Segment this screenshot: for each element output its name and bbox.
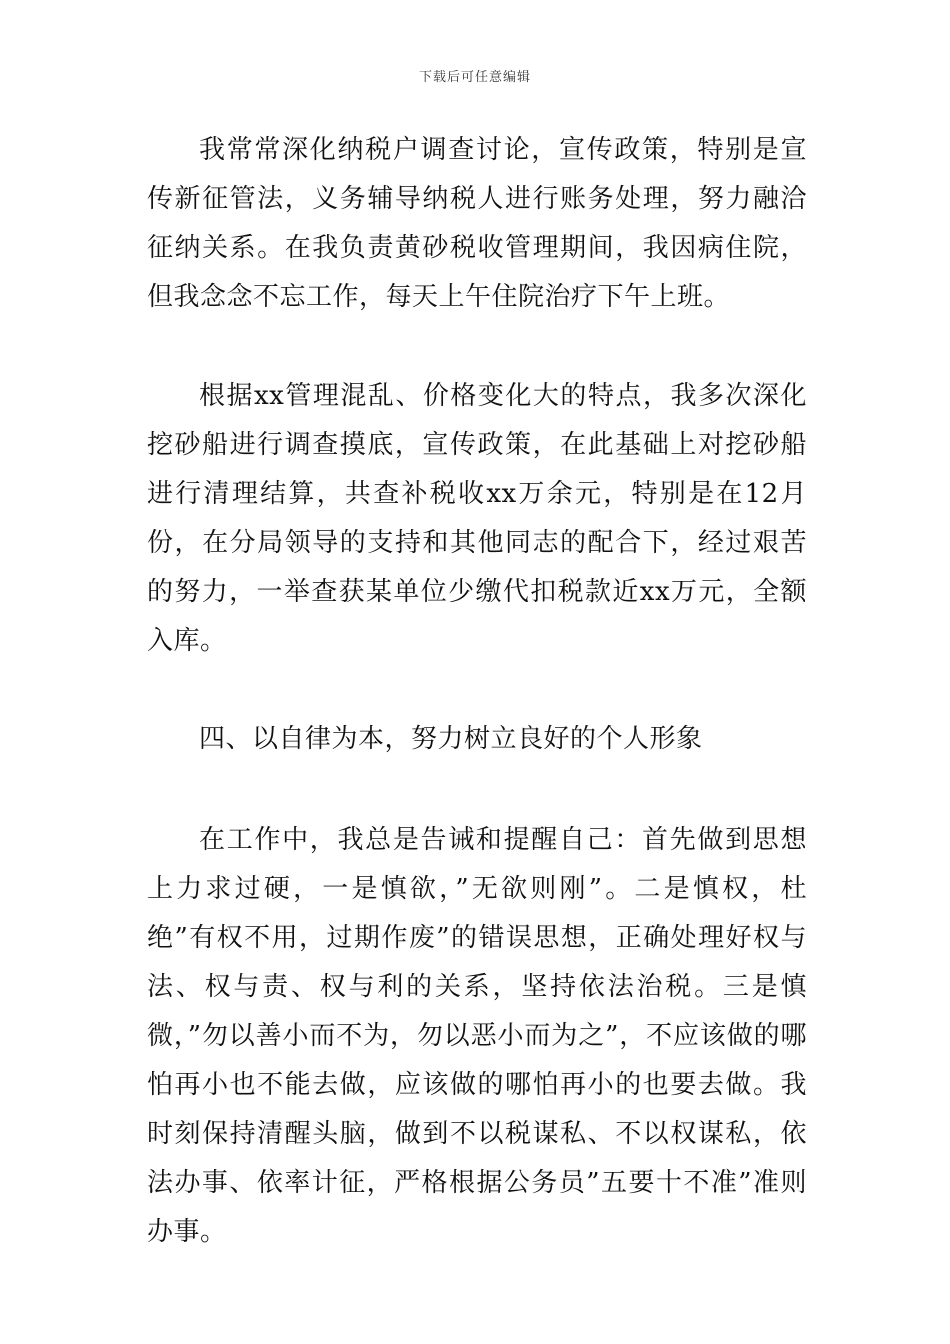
section-heading-self-discipline: 四、以自律为本，努力树立良好的个人形象: [199, 724, 703, 754]
paragraph-dredger-audit: 根据xx管理混乱、价格变化大的特点，我多次深化挖砂船进行调查摸底，宣传政策，在此基础上对挖砂船进行清理结算，共查补税收xx万余元，特别是在12月份，在分局领导的支持和其他同志的配合下，经过艰苦的努力，一举查获某单位少缴代扣税款近xx万元，全额入库。: [147, 381, 807, 656]
page-header: 下载后可任意编辑: [418, 70, 531, 85]
paragraph-tax-outreach: 我常常深化纳税户调查讨论，宣传政策，特别是宣传新征管法，义务辅导纳税人进行账务处理，努力融洽征纳关系。在我负责黄砂税收管理期间，我因病住院，但我念念不忘工作，每天上午住院治疗下午上班。: [147, 135, 807, 312]
document-body: [147, 126, 807, 1257]
paragraph-self-discipline: 在工作中，我总是告诫和提醒自己：首先做到思想上力求过硬，一是慎欲，”无欲则刚”。二是慎权，杜绝”有权不用，过期作废”的错误思想，正确处理好权与法、权与责、权与利的关系，坚持依法治税。三是慎微，”勿以善小而不为，勿以恶小而为之”，不应该做的哪怕再小也不能去做，应该做的哪怕再小的也要去做。我时刻保持清醒头脑，做到不以税谋私、不以权谋私，依法办事、依率计征，严格根据公务员”五要十不准”准则办事。: [147, 825, 807, 1247]
